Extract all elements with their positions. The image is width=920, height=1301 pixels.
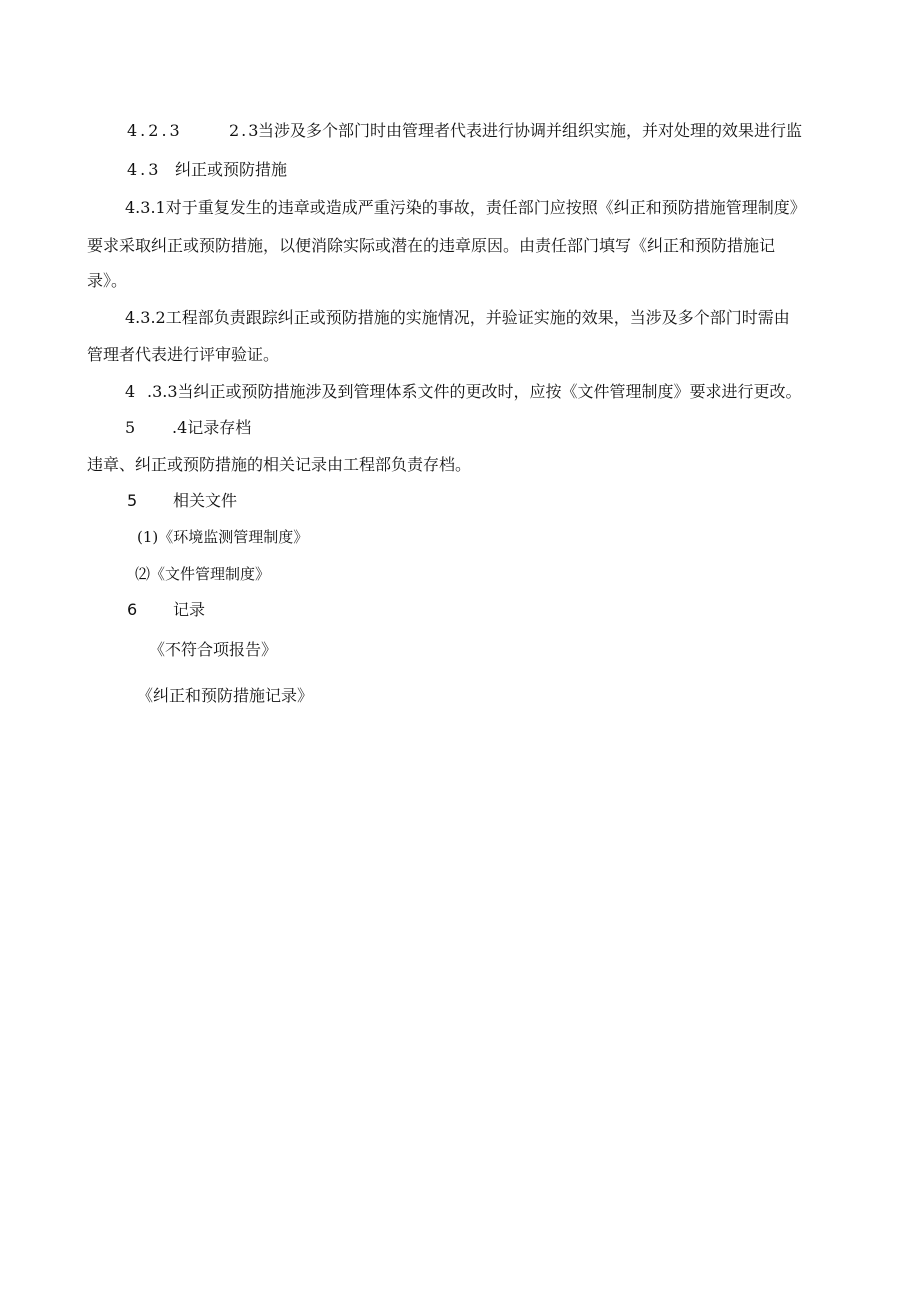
list-item: (1)《环境监测管理制度》 — [137, 528, 309, 546]
heading-title: .4记录存档 — [172, 418, 252, 437]
paragraph-line: 违章、纠正或预防措施的相关记录由工程部负责存档。 — [87, 455, 472, 474]
clause-text: .3.3当纠正或预防措施涉及到管理体系文件的更改时，应按《文件管理制度》要求进行更改。 — [147, 382, 802, 401]
paragraph-line: 4.3.2工程部负责跟踪纠正或预防措施的实施情况，并验证实施的效果，当涉及多个部门时需由 — [125, 308, 790, 327]
list-item: ⑵《文件管理制度》 — [135, 565, 271, 583]
heading-title: 记录 — [173, 600, 206, 619]
paragraph-line: 管理者代表进行评审验证。 — [87, 345, 280, 364]
heading-number: 6 — [127, 600, 138, 619]
paragraph-line: 录》。 — [87, 271, 128, 290]
list-item: 《纠正和预防措施记录》 — [137, 686, 314, 705]
clause-text: 当涉及多个部门时由管理者代表进行协调并组织实施，并对处理的效果进行监 — [258, 121, 803, 140]
heading-number: 4.3 — [127, 160, 162, 179]
heading-title: 纠正或预防措施 — [175, 160, 288, 179]
clause-number: 4.2.3 — [127, 121, 183, 140]
heading-number: 5 — [125, 418, 136, 437]
heading-title: 相关文件 — [173, 491, 238, 510]
clause-number: 4 — [125, 382, 136, 401]
list-item: 《不符合项报告》 — [149, 640, 278, 659]
heading-number: 5 — [127, 491, 138, 510]
paragraph-line: 要求采取纠正或预防措施，以便消除实际或潜在的违章原因。由责任部门填写《纠正和预防措施记 — [87, 236, 776, 255]
clause-subnumber: 2.3 — [229, 121, 261, 140]
paragraph-line: 4.3.1对于重复发生的违章或造成严重污染的事故，责任部门应按照《纠正和预防措施管理制度》 — [125, 198, 806, 217]
